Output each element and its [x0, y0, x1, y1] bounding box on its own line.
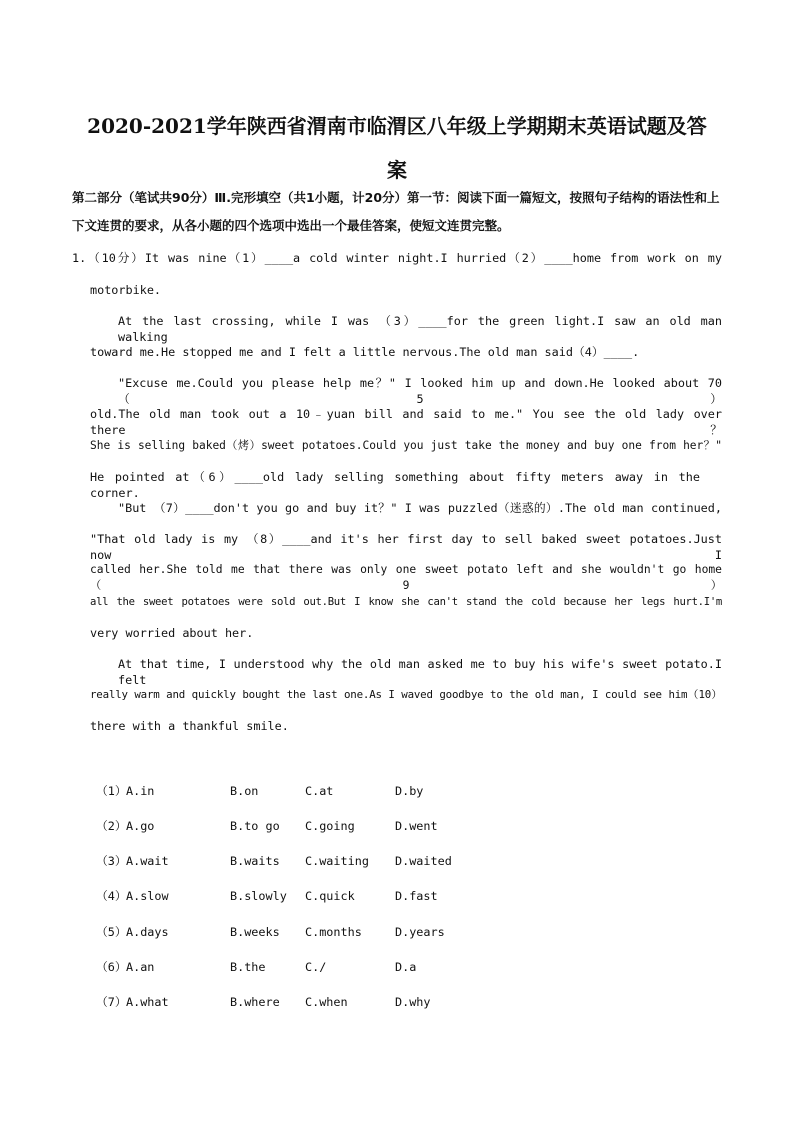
section-instructions: 第二部分（笔试共90分）Ⅲ.完形填空（共1小题，计20分）第一节：阅读下面一篇短文，按照句子结构的语法性和上下文连贯的要求，从各小题的四个选项中选出一个最佳答案，使短文连贯完整。	[72, 190, 720, 233]
question-number: （5）	[96, 925, 127, 939]
option-d: D.went	[395, 819, 438, 833]
option-b: B.the	[230, 960, 266, 974]
question-number: （4）	[96, 889, 127, 903]
option-a: A.days	[126, 925, 169, 939]
passage-line: He pointed at（6）____old lady selling something about fifty meters away in the corner.	[90, 470, 700, 500]
option-b: B.waits	[230, 854, 280, 868]
passage-line: there with a thankful smile.	[90, 719, 289, 733]
question-number: （1）	[96, 784, 127, 798]
passage-line: At that time, I understood why the old man asked me to buy his wife's sweet potato.I felt	[118, 657, 722, 687]
option-b: B.slowly	[230, 889, 287, 903]
question-number: （2）	[96, 819, 127, 833]
passage-line: all the sweet potatoes were sold out.But I know she can't stand the cold because her legs hurt.I'm	[90, 596, 722, 608]
passage-line: very worried about her.	[90, 626, 254, 640]
option-c: C.going	[305, 819, 355, 833]
option-a: A.an	[126, 960, 155, 974]
option-b: B.where	[230, 995, 280, 1009]
option-d: D.why	[395, 995, 431, 1009]
passage-line: old.The old man took out a 10﹣yuan bill and said to me." You see the old lady over there？	[90, 407, 722, 437]
option-b: B.on	[230, 784, 259, 798]
option-c: C.at	[305, 784, 334, 798]
option-c: C.when	[305, 995, 348, 1009]
option-c: C.quick	[305, 889, 355, 903]
option-a: A.what	[126, 995, 169, 1009]
passage-line: At the last crossing, while I was （3）____for the green light.I saw an old man walking	[118, 314, 722, 344]
passage-line: "That old lady is my （8）____and it's her first day to sell baked sweet potatoes.Just now I	[90, 532, 722, 562]
option-d: D.fast	[395, 889, 438, 903]
option-a: A.in	[126, 784, 155, 798]
question-number: （3）	[96, 854, 127, 868]
option-d: D.by	[395, 784, 424, 798]
question-number: （7）	[96, 995, 127, 1009]
option-c: C.months	[305, 925, 362, 939]
passage-line: called her.She told me that there was only one sweet potato left and she wouldn't go home （9）	[90, 563, 722, 592]
option-b: B.to go	[230, 819, 280, 833]
passage-line: really warm and quickly bought the last one.As I waved goodbye to the old man, I could see him（10）	[90, 688, 722, 701]
option-d: D.a	[395, 960, 417, 974]
title-line-2: 案	[387, 158, 407, 182]
passage-line: She is selling baked（烤）sweet potatoes.Could you just take the money and buy one from her？"	[90, 439, 722, 452]
option-c: C.waiting	[305, 854, 369, 868]
option-a: A.wait	[126, 854, 169, 868]
passage-line: motorbike.	[90, 283, 162, 297]
option-b: B.weeks	[230, 925, 280, 939]
option-a: A.slow	[126, 889, 169, 903]
passage-line: toward me.He stopped me and I felt a little nervous.The old man said（4）____.	[90, 345, 640, 359]
option-d: D.years	[395, 925, 445, 939]
option-d: D.waited	[395, 854, 452, 868]
passage-line: "Excuse me.Could you please help me？" I looked him up and down.He looked about 70（5）	[118, 376, 722, 406]
option-a: A.go	[126, 819, 155, 833]
passage-line: 1.（10分）It was nine（1）____a cold winter night.I hurried（2）____home from work on my	[72, 251, 722, 265]
page-title	[70, 104, 724, 192]
question-number: （6）	[96, 960, 127, 974]
option-c: C./	[305, 960, 327, 974]
title-line-1: 2020-2021学年陕西省渭南市临渭区八年级上学期期末英语试题及答	[87, 114, 707, 138]
passage-line: "But （7）____don't you go and buy it？" I was puzzled（迷惑的）.The old man continued,	[118, 501, 722, 515]
